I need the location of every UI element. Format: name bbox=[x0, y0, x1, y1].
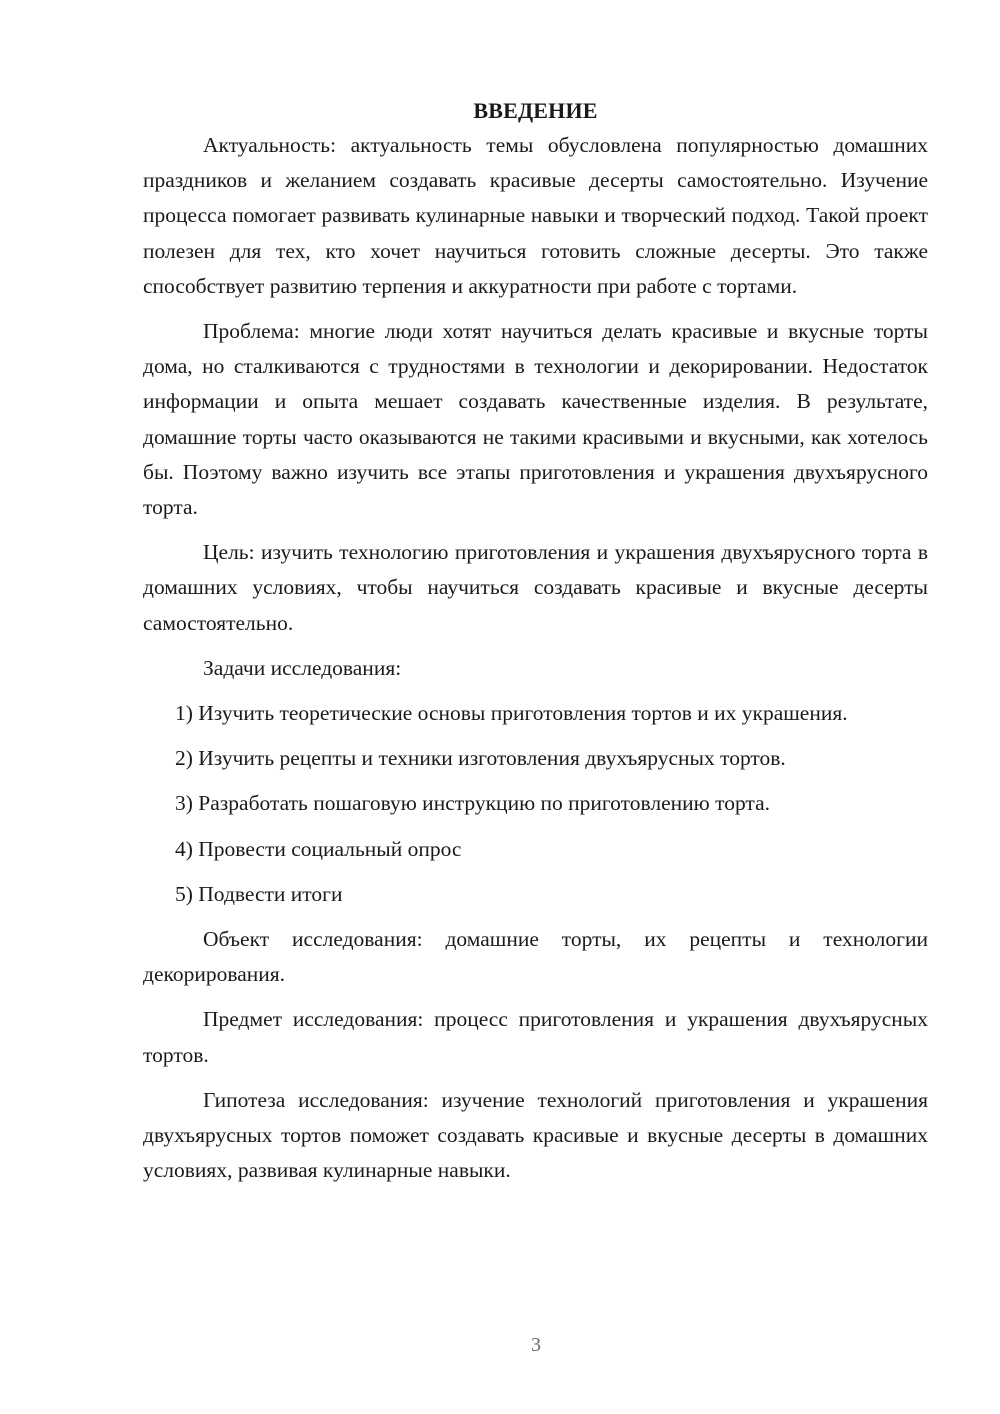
problem-paragraph: Проблема: многие люди хотят научиться делать красивые и вкусные торты дома, но сталкиваются с трудностями в технологии и декорировании. Недостаток информации и опыта мешает создавать качественные изделия. В результате, домашние торты часто оказываются не такими красивыми и вкусными, как хотелось бы. Поэтому важно изучить все этапы приготовления и украшения двухъярусного торта. bbox=[143, 319, 928, 520]
task-item-1: 1) Изучить теоретические основы приготовления тортов и их украшения. bbox=[175, 701, 848, 726]
subject-paragraph: Предмет исследования: процесс приготовления и украшения двухъярусных тортов. bbox=[143, 1007, 928, 1067]
goal-paragraph: Цель: изучить технологию приготовления и украшения двухъярусного торта в домашних условиях, чтобы научиться создавать красивые и вкусные десерты самостоятельно. bbox=[143, 540, 928, 635]
relevance-paragraph: Актуальность: актуальность темы обусловлена популярностью домашних праздников и желанием создавать красивые десерты самостоятельно. Изучение процесса помогает развивать кулинарные навыки и творческий подход. Такой проект полезен для тех, кто хочет научиться готовить сложные десерты. Это также способствует развитию терпения и аккуратности при работе с тортами. bbox=[143, 133, 928, 298]
document-page bbox=[143, 93, 928, 1188]
section-heading: ВВЕДЕНИЕ bbox=[473, 98, 598, 123]
object-paragraph: Объект исследования: домашние торты, их рецепты и технологии декорирования. bbox=[143, 927, 928, 987]
page-number: 3 bbox=[531, 1334, 541, 1356]
task-item-5: 5) Подвести итоги bbox=[175, 881, 343, 906]
task-item-3: 3) Разработать пошаговую инструкцию по приготовлению торта. bbox=[175, 791, 771, 816]
hypothesis-paragraph: Гипотеза исследования: изучение технологий приготовления и украшения двухъярусных тортов поможет создавать красивые и вкусные десерты в домашних условиях, развивая кулинарные навыки. bbox=[143, 1087, 928, 1183]
task-item-2: 2) Изучить рецепты и техники изготовления двухъярусных тортов. bbox=[175, 746, 786, 771]
tasks-intro: Задачи исследования: bbox=[203, 655, 402, 680]
task-item-4: 4) Провести социальный опрос bbox=[175, 836, 462, 861]
